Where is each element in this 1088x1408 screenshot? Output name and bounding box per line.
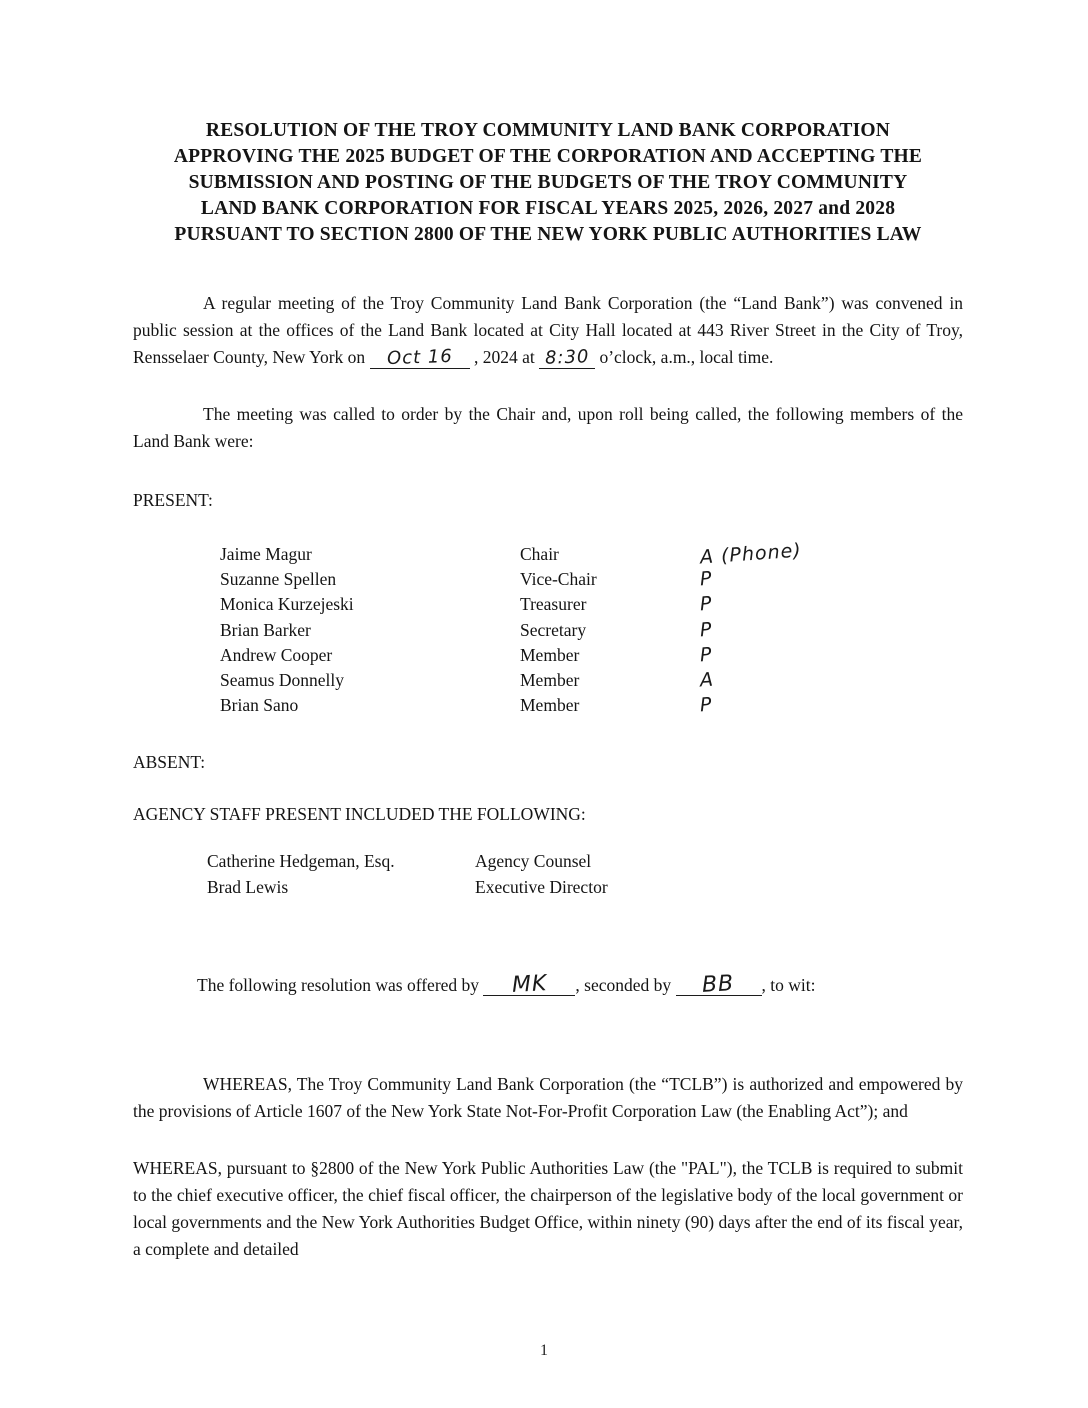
handwritten-attendance: P [699,567,714,591]
meeting-text-before-date: A regular meeting of the Troy Community Land Bank Corporation (the “Land Bank”) was convened in public session at the offices of the Land Bank located at City Hall located at 443 River Street in the City of Troy, Rensselaer County, New York on [133,293,963,367]
time-blank [539,347,595,369]
handwritten-seconder-initials: BB [701,971,736,999]
member-row [133,694,963,719]
offered-text-between: , seconded by [575,975,676,996]
title-line: PURSUANT TO SECTION 2800 OF THE NEW YORK PUBLIC AUTHORITIES LAW [174,224,922,245]
attendance-mark [700,669,880,691]
staff-role: Agency Counsel [475,851,592,872]
document-content [133,0,963,1263]
present-label: PRESENT: [133,490,213,510]
title-line: LAND BANK CORPORATION FOR FISCAL YEARS 2025, 2026, 2027 and 2028 [200,198,896,219]
attendance-mark [700,619,880,641]
handwritten-mover-initials: MK [511,971,548,999]
member-list [133,539,963,719]
offered-text-after: , to wit: [761,975,816,996]
handwritten-attendance: P [699,618,714,641]
staff-list [133,851,963,902]
title-line: RESOLUTION OF THE TROY COMMUNITY LAND BANK CORPORATION [205,120,891,141]
attendance-mark [699,539,880,569]
handwritten-attendance: P [699,592,714,616]
member-role: Member [520,644,580,665]
handwritten-attendance: A [699,668,715,692]
paragraph-resolution-offered [133,972,963,999]
paragraph-whereas-2: WHEREAS, pursuant to §2800 of the New York Public Authorities Law (the "PAL"), the TCLB is required to submit to the chief executive officer, the chief fiscal officer, the chairperson of the legislative body of the local government or local governments and the New York Authorities Budget Office, within ninety (90) days after the end of its fiscal year, a complete and detailed [133,1158,963,1260]
staff-row [133,877,963,903]
title-line: SUBMISSION AND POSTING OF THE BUDGETS OF THE TROY COMMUNITY [188,172,908,193]
member-name: Brian Barker [220,619,311,640]
absent-label: ABSENT: [133,752,206,773]
member-role: Chair [520,544,559,564]
member-name: Brian Sano [220,695,299,716]
member-row [133,644,963,669]
handwritten-time: 8:30 [544,346,590,369]
handwritten-attendance: P [699,643,714,667]
paragraph-roll-call: The meeting was called to order by the Chair and, upon roll being called, the following members of the Land Bank were: [133,404,963,451]
member-name: Suzanne Spellen [220,569,337,590]
handwritten-attendance: P [699,693,714,717]
staff-row [133,851,963,877]
meeting-text-between: , 2024 at [469,347,540,367]
member-name: Jaime Magur [220,544,312,564]
member-role: Secretary [520,619,587,640]
paragraph-meeting-convened [133,290,963,371]
member-row [133,619,963,644]
staff-name: Brad Lewis [207,876,289,897]
member-row [133,593,963,618]
offered-text-before: The following resolution was offered by [197,975,484,996]
attendance-mark [700,568,880,590]
staff-role: Executive Director [475,876,608,897]
title-line: APPROVING THE 2025 BUDGET OF THE CORPORATION AND ACCEPTING THE [173,146,923,167]
handwritten-date: Oct 16 [386,345,453,370]
document-title [133,118,963,248]
member-role: Vice-Chair [520,569,597,590]
attendance-mark [700,644,880,666]
member-role: Treasurer [520,594,587,615]
paragraph-whereas-1: WHEREAS, The Troy Community Land Bank Corporation (the “TCLB”) is authorized and empowered by the provisions of Article 1607 of the New York State Not-For-Profit Corporation Law (the Enabling Act”); and [133,1074,963,1122]
page-number: 1 [540,1342,548,1359]
date-blank [370,347,470,369]
member-row [133,669,963,694]
mover-blank [483,971,575,999]
member-name: Monica Kurzejeski [220,594,354,615]
member-name: Seamus Donnelly [220,669,344,690]
member-role: Member [520,669,580,690]
attendance-mark [700,593,880,615]
staff-name: Catherine Hedgeman, Esq. [207,851,395,872]
meeting-text-after-time: o’clock, a.m., local time. [595,347,774,367]
seconder-blank [676,971,762,999]
staff-heading: AGENCY STAFF PRESENT INCLUDED THE FOLLOWING: [133,804,586,825]
member-row [133,568,963,593]
member-row [133,539,963,569]
attendance-mark [700,694,880,716]
member-role: Member [520,695,580,716]
handwritten-attendance: A (Phone) [699,539,803,569]
member-name: Andrew Cooper [220,644,333,665]
